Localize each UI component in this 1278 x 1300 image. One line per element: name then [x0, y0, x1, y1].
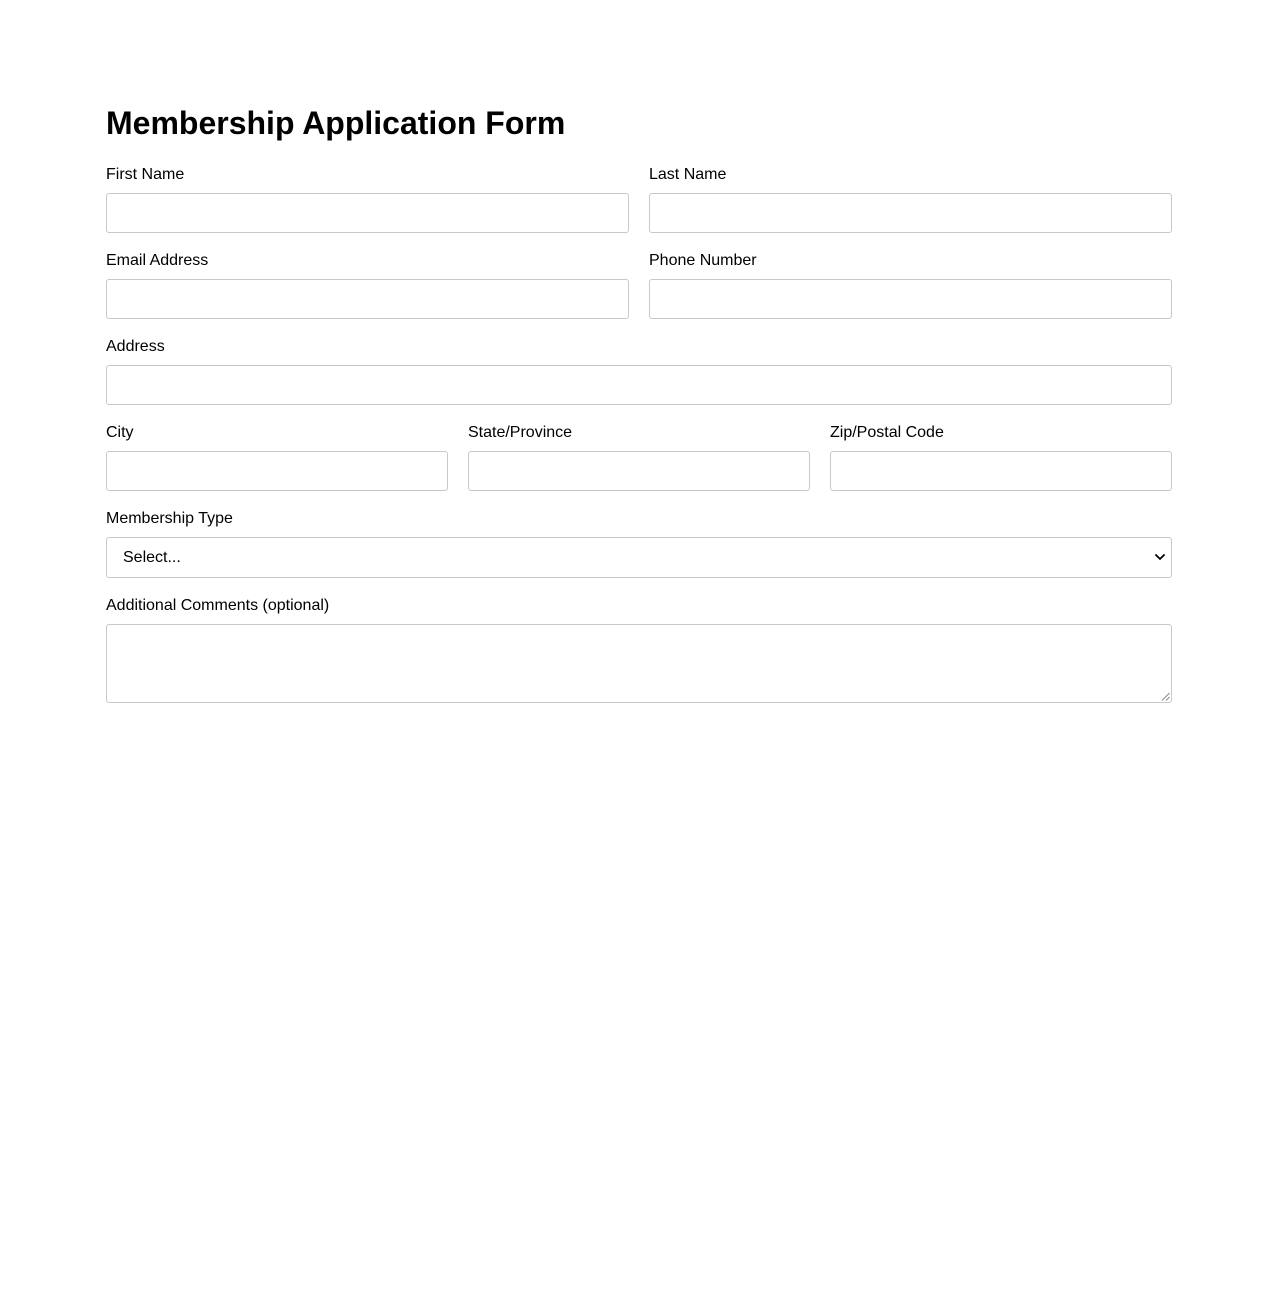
email-input[interactable] [106, 279, 629, 319]
phone-group [649, 251, 1172, 319]
comments-label: Additional Comments (optional) [106, 597, 330, 614]
page-title: Membership Application Form [106, 105, 566, 141]
state-label: State/Province [468, 424, 573, 441]
first-name-label: First Name [106, 166, 185, 183]
membership-type-label: Membership Type [106, 510, 233, 527]
zip-label: Zip/Postal Code [830, 424, 944, 441]
membership-type-select[interactable] [106, 537, 1172, 578]
city-input[interactable] [106, 451, 448, 491]
email-group [106, 251, 629, 319]
membership-type-selected-value: Select... [123, 549, 181, 566]
phone-label: Phone Number [649, 252, 757, 269]
membership-type-group [106, 509, 1172, 578]
last-name-input[interactable] [649, 193, 1172, 233]
comments-textarea[interactable] [106, 624, 1172, 703]
resize-grip-icon[interactable] [1161, 692, 1170, 701]
comments-group [106, 596, 1172, 703]
zip-input[interactable] [830, 451, 1172, 491]
zip-group [830, 423, 1172, 491]
first-name-input[interactable] [106, 193, 629, 233]
address-input[interactable] [106, 365, 1172, 405]
first-name-group [106, 165, 629, 233]
city-label: City [106, 424, 134, 441]
phone-input[interactable] [649, 279, 1172, 319]
state-input[interactable] [468, 451, 810, 491]
last-name-group [649, 165, 1172, 233]
address-label: Address [106, 338, 165, 355]
chevron-down-icon [1155, 552, 1165, 562]
city-group [106, 423, 448, 491]
state-group [468, 423, 810, 491]
address-group [106, 337, 1172, 405]
email-label: Email Address [106, 252, 209, 269]
last-name-label: Last Name [649, 166, 727, 183]
